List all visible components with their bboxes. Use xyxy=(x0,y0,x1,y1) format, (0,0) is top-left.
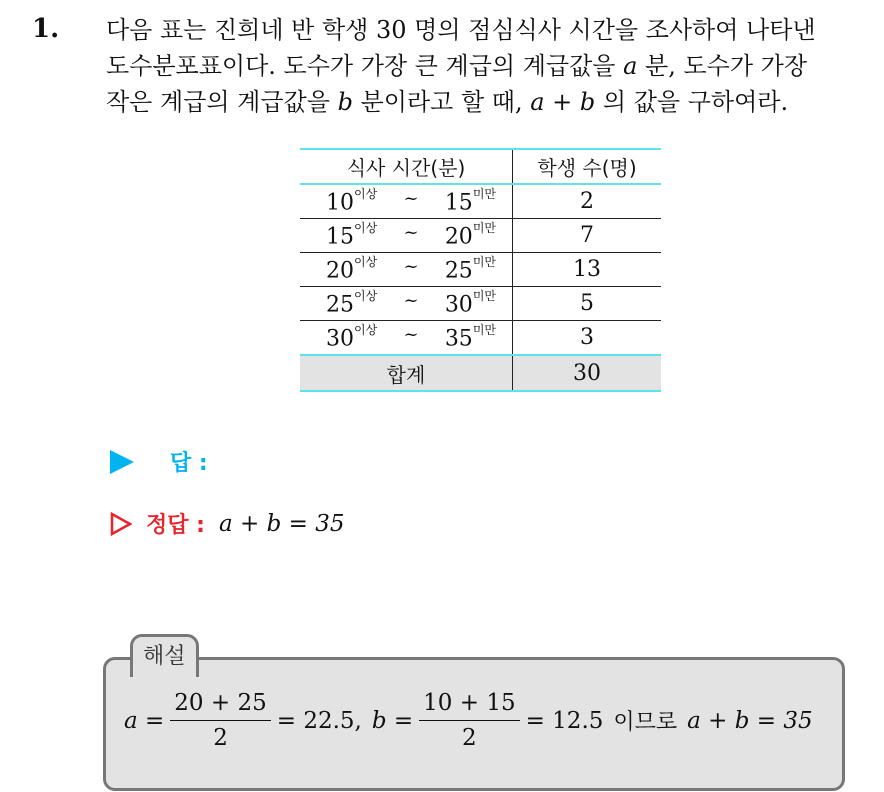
solution-value: a + b = 35 xyxy=(218,510,345,537)
conclusion: a + b = 35 xyxy=(687,707,813,734)
question-text xyxy=(106,12,866,120)
solution-arrow-icon xyxy=(110,512,132,536)
b-lhs: b = xyxy=(371,707,414,734)
interval-end: $35^{미만}$ xyxy=(444,322,496,352)
interval-start: $20^{이상}$ xyxy=(326,254,378,284)
solution-label: 정답 : xyxy=(146,513,205,538)
frequency-value: 5 xyxy=(513,287,662,321)
frequency-value: 2 xyxy=(513,184,662,219)
b-denominator: 2 xyxy=(462,725,477,751)
a-denominator: 2 xyxy=(213,725,228,751)
header-time: 식사 시간(분) xyxy=(300,149,513,184)
frequency-table xyxy=(300,148,661,392)
interval-start: $15^{이상}$ xyxy=(326,220,378,250)
tilde: ~ xyxy=(403,255,419,277)
table-header-row xyxy=(300,149,661,184)
class-interval xyxy=(300,253,513,287)
answer-label: 답 : xyxy=(170,451,208,476)
class-interval xyxy=(300,219,513,253)
a-numerator: 20 + 25 xyxy=(170,690,270,721)
answer-row xyxy=(110,446,208,477)
class-interval xyxy=(300,287,513,321)
tilde: ~ xyxy=(403,221,419,243)
table-row xyxy=(300,253,661,287)
table-row xyxy=(300,321,661,356)
b-result: = 12.5 xyxy=(525,707,604,734)
total-value: 30 xyxy=(513,355,662,391)
frequency-value: 7 xyxy=(513,219,662,253)
question-number: 1. xyxy=(32,14,60,44)
interval-end: $20^{미만}$ xyxy=(444,220,496,250)
class-interval xyxy=(300,321,513,356)
table-total-row xyxy=(300,355,661,391)
a-fraction xyxy=(170,690,270,751)
tilde: ~ xyxy=(403,323,419,345)
question-line-2: 도수분포표이다. 도수가 가장 큰 계급의 계급값을 a 분, 도수가 가장 xyxy=(106,52,808,80)
explanation-tab: 해설 xyxy=(130,634,199,677)
question-line-3: 작은 계급의 계급값을 b 분이라고 할 때, a + b 의 값을 구하여라. xyxy=(106,88,789,116)
interval-start: $10^{이상}$ xyxy=(326,186,378,216)
total-label: 합계 xyxy=(300,355,513,391)
a-result: = 22.5, xyxy=(276,707,362,734)
interval-end: $15^{미만}$ xyxy=(444,186,496,216)
table-row xyxy=(300,184,661,219)
frequency-value: 13 xyxy=(513,253,662,287)
b-fraction xyxy=(419,690,519,751)
question-line-1: 다음 표는 진희네 반 학생 30 명의 점심식사 시간을 조사하여 나타낸 xyxy=(106,16,816,44)
tilde: ~ xyxy=(403,187,419,209)
solution-row xyxy=(110,508,344,539)
table-row xyxy=(300,219,661,253)
connector-text: 이므로 xyxy=(613,710,678,735)
interval-start: $30^{이상}$ xyxy=(326,322,378,352)
interval-start: $25^{이상}$ xyxy=(326,288,378,318)
interval-end: $25^{미만}$ xyxy=(444,254,496,284)
header-count: 학생 수(명) xyxy=(513,149,662,184)
explanation-formula xyxy=(124,690,813,751)
table-row xyxy=(300,287,661,321)
interval-end: $30^{미만}$ xyxy=(444,288,496,318)
tilde: ~ xyxy=(403,289,419,311)
a-lhs: a = xyxy=(124,707,165,734)
frequency-value: 3 xyxy=(513,321,662,356)
class-interval xyxy=(300,184,513,219)
b-numerator: 10 + 15 xyxy=(419,690,519,721)
answer-arrow-icon xyxy=(110,450,134,474)
